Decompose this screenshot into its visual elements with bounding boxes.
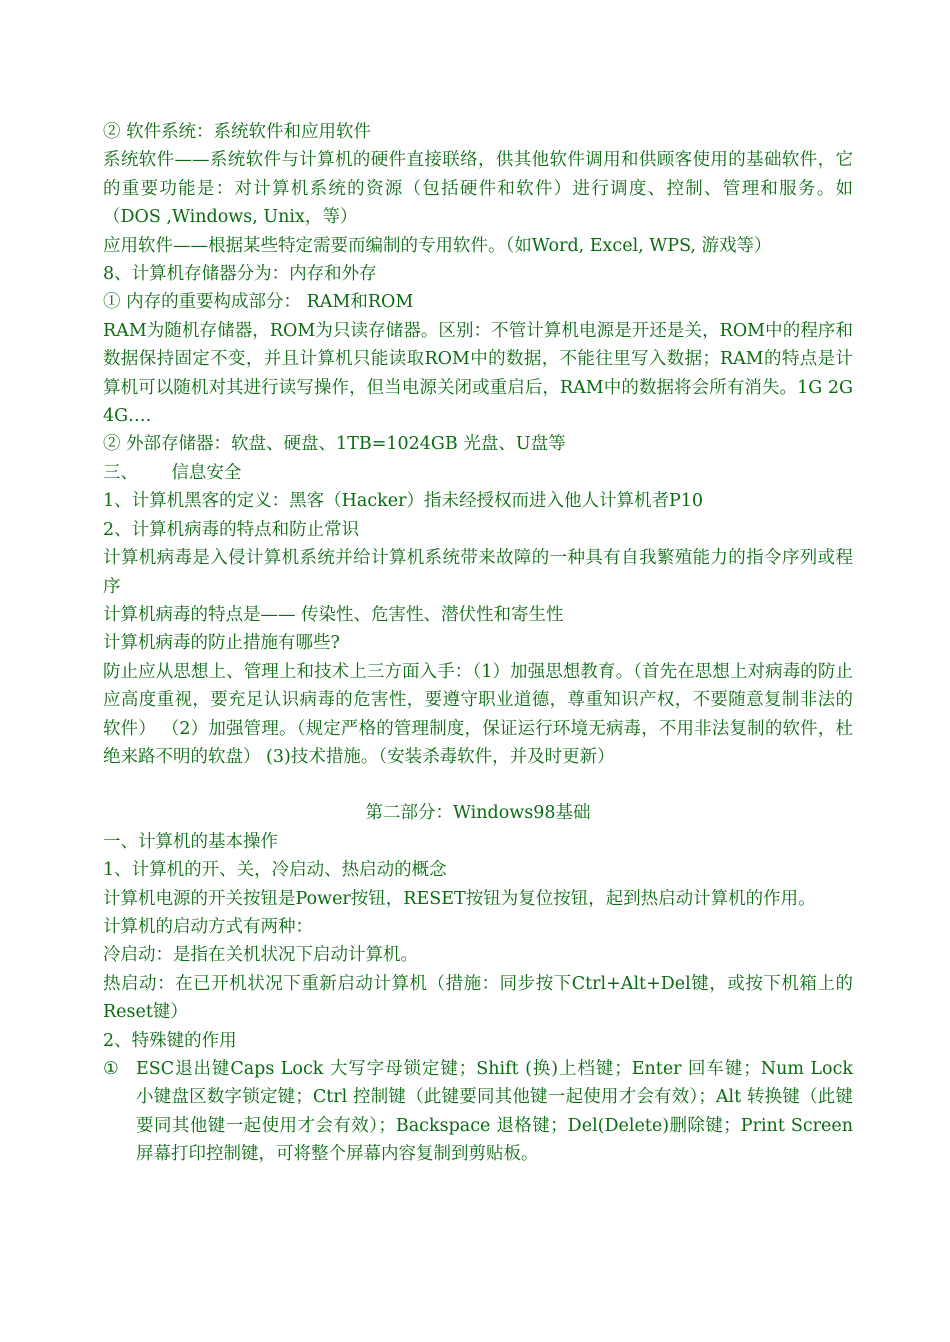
storage-heading: 8、计算机存储器分为：内存和外存 <box>103 264 377 285</box>
system-software-paragraph: 系统软件——系统软件与计算机的硬件直接联络，供其他软件调用和供顾客使用的基础软件，它的重要功能是：对计算机系统的资源（包括硬件和软件）进行调度、控制、管理和服务。如（DOS ,Windows, Unix，等） <box>103 150 853 228</box>
power-reset-line: 计算机电源的开关按钮是Power按钮，RESET按钮为复位按钮，起到热启动计算机的作用。 <box>103 888 816 909</box>
virus-definition-paragraph: 计算机病毒是入侵计算机系统并给计算机系统带来故障的一种具有自我繁殖能力的指令序列或程序 <box>103 548 853 597</box>
special-keys-heading: 2、特殊键的作用 <box>103 1030 237 1051</box>
virus-features-line: 计算机病毒的特点是—— 传染性、危害性、潜伏性和寄生性 <box>103 604 564 625</box>
special-keys-list-item <box>103 1055 853 1169</box>
cold-boot-line: 冷启动：是指在关机状况下启动计算机。 <box>103 945 418 966</box>
application-software-line: 应用软件——根据某些特定需要而编制的专用软件。（如Word, Excel, WPS, 游戏等） <box>103 235 772 256</box>
external-storage-line: ② 外部存储器：软盘、硬盘、1TB=1024GB 光盘、U盘等 <box>103 434 566 455</box>
document-page <box>103 118 853 1169</box>
ram-rom-paragraph: RAM为随机存储器，ROM为只读存储器。区别：不管计算机电源是开还是关，ROM中的程序和数据保持固定不变，并且计算机只能读取ROM中的数据，不能往里写入数据；RAM的特点是计算机可以随机对其进行读写操作，但当电源关闭或重启后，RAM中的数据将会所有消失。1G 2G 4G…. <box>103 320 853 427</box>
hacker-definition-line: 1、计算机黑客的定义：黑客（Hacker）指未经授权而进入他人计算机者P10 <box>103 491 703 512</box>
virus-prevention-paragraph: 防止应从思想上、管理上和技术上三方面入手：（1）加强思想教育。（首先在思想上对病毒的防止应高度重视，要充足认识病毒的危害性，要遵守职业道德，尊重知识产权，不要随意复制非法的软件） （2）加强管理。（规定严格的管理制度，保证运行环境无病毒，不用非法复制的软件，杜绝来路不明的软盘） (3)技术措施。（安装杀毒软件，并及时更新） <box>103 661 853 767</box>
virus-prevention-question: 计算机病毒的防止措施有哪些? <box>103 633 340 654</box>
software-system-heading: ② 软件系统：系统软件和应用软件 <box>103 122 372 142</box>
info-security-heading: 三、 信息安全 <box>103 462 242 483</box>
part-two-title: 第二部分：Windows98基础 <box>365 803 591 824</box>
internal-memory-heading: ① 内存的重要构成部分： RAM和ROM <box>103 292 414 313</box>
list-marker: ① <box>103 1059 119 1079</box>
section-spacer <box>103 771 853 799</box>
boot-methods-line: 计算机的启动方式有两种： <box>103 916 313 937</box>
warm-boot-paragraph: 热启动：在已开机状况下重新启动计算机（措施：同步按下Ctrl+Alt+Del键，或按下机箱上的Reset键） <box>103 973 853 1023</box>
power-concepts-heading: 1、计算机的开、关，冷启动、热启动的概念 <box>103 860 447 881</box>
virus-heading: 2、计算机病毒的特点和防止常识 <box>103 519 360 540</box>
basic-operation-heading: 一、计算机的基本操作 <box>103 831 278 852</box>
special-keys-text: ESC退出键Caps Lock 大写字母锁定键；Shift (换)上档键；Enter 回车键；Num Lock 小键盘区数字锁定键；Ctrl 控制键（此键要同其他键一起使用才会有效）；Alt 转换键（此键要同其他键一起使用才会有效）；Backspace 退格键；Del(Delete)删除键；Print Screen 屏幕打印控制键，可将整个屏幕内容复制到剪贴板。 <box>136 1059 853 1165</box>
